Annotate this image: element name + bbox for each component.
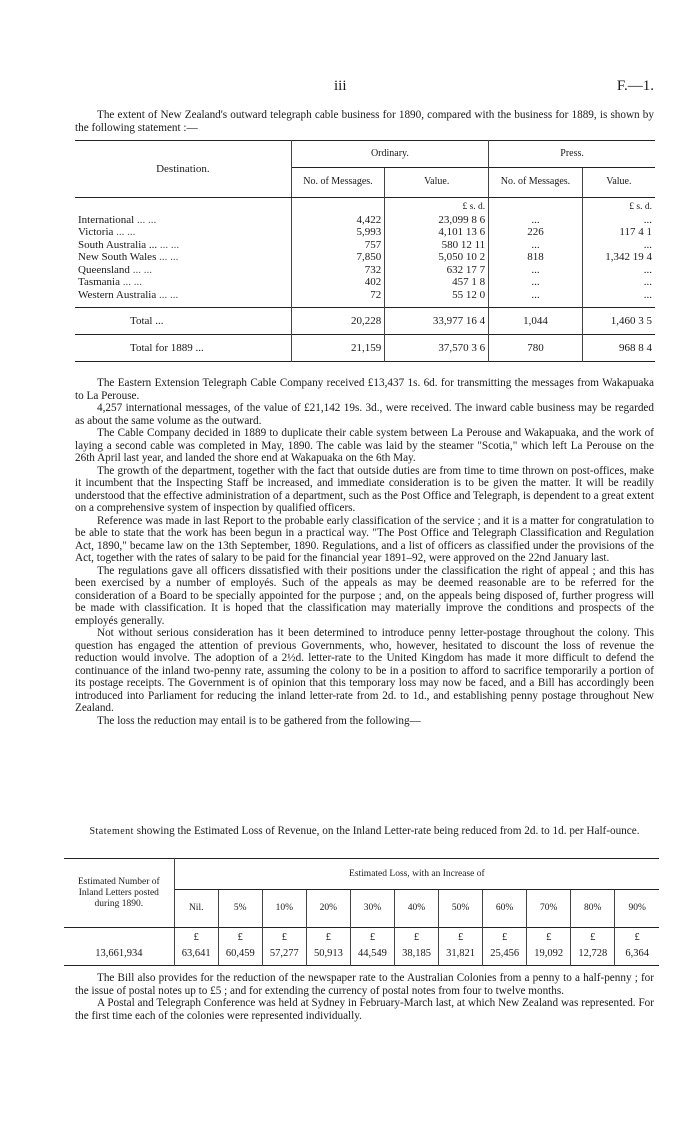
ordinary-messages-cell: 4,422 <box>291 214 385 227</box>
currency-symbol: £ <box>174 928 218 945</box>
intro-paragraph: The extent of New Zealand's outward telegraph cable business for 1890, compared with the business for 1889, is shown by the following statement :— <box>75 109 654 134</box>
currency-symbol: £ <box>350 928 394 945</box>
ordinary-lsd-label: £ s. d. <box>385 198 489 214</box>
press-value-cell: ... <box>582 214 655 227</box>
paragraph: The loss the reduction may entail is to be gathered from the following— <box>97 714 421 727</box>
ordinary-value-cell: 580 12 11 <box>385 239 489 252</box>
loss-value: 60,459 <box>218 945 262 966</box>
currency-symbol: £ <box>615 928 659 945</box>
press-value-cell: ... <box>582 276 655 289</box>
dest-cell: South Australia ... ... ... <box>78 238 180 251</box>
table-row <box>75 264 655 277</box>
paragraph: The growth of the department, together with the fact that outside duties are from time to time thrown on post-offices, make it incumbent that the Inspecting Staff be increased, and immediate consideration is to be given the matter. It will be readily understood that the effective administration of a department, such as the Post Office and Telegraph, is dependent to a great extent on a comprehensive system of inspection by qualified officers. <box>75 464 654 514</box>
paragraph: The Eastern Extension Telegraph Cable Company received £13,437 1s. 6d. for transmitting the messages from Wakapuaka to La Perouse. <box>75 377 654 402</box>
total-ord-value: 33,977 16 4 <box>385 308 489 335</box>
table-row <box>75 226 655 239</box>
total-1889-press-messages: 780 <box>489 335 583 362</box>
press-messages-cell: 818 <box>489 251 583 264</box>
press-value-cell: ... <box>582 264 655 277</box>
ordinary-messages-cell: 757 <box>291 239 385 252</box>
total-press-messages: 1,044 <box>489 308 583 335</box>
ordinary-messages-cell: 732 <box>291 264 385 277</box>
increase-header: 90% <box>615 890 659 928</box>
currency-symbol: £ <box>306 928 350 945</box>
press-header: Press. <box>489 141 655 168</box>
increase-header: 5% <box>218 890 262 928</box>
increase-header: 80% <box>571 890 615 928</box>
total-press-value: 1,460 3 5 <box>582 308 655 335</box>
loss-header: Estimated Loss, with an Increase of <box>174 859 659 890</box>
document-reference: F.—1. <box>616 78 654 94</box>
loss-value: 57,277 <box>262 945 306 966</box>
leader-dots: ... ... <box>157 238 180 251</box>
dest-cell: Victoria ... ... <box>78 226 136 238</box>
currency-symbol: £ <box>218 928 262 945</box>
press-messages-header: No. of Messages. <box>489 168 583 198</box>
dest-cell: International ... ... <box>78 213 157 226</box>
table-row <box>75 239 655 252</box>
ordinary-messages-cell: 7,850 <box>291 251 385 264</box>
press-messages-cell: 226 <box>489 226 583 239</box>
letters-header: Estimated Number of Inland Letters posted during 1890. <box>64 859 174 928</box>
leader-dots: ... ... <box>113 226 136 238</box>
press-value-header: Value. <box>582 168 655 198</box>
ordinary-value-cell: 23,099 8 6 <box>385 214 489 227</box>
increase-header: 50% <box>439 890 483 928</box>
currency-symbol: £ <box>571 928 615 945</box>
currency-symbol: £ <box>483 928 527 945</box>
press-messages-cell: ... <box>489 276 583 289</box>
dest-cell: Queensland ... ... <box>78 263 152 276</box>
ordinary-messages-cell: 72 <box>291 289 385 308</box>
table-row <box>75 289 655 308</box>
increase-header: 10% <box>262 890 306 928</box>
loss-value: 19,092 <box>527 945 571 966</box>
ordinary-messages-cell: 402 <box>291 276 385 289</box>
loss-value: 25,456 <box>483 945 527 966</box>
leader-dots: ... ... <box>120 276 142 288</box>
press-value-cell: ... <box>582 289 655 308</box>
cable-business-table <box>75 140 655 362</box>
paragraph: Not without serious consideration has it been determined to introduce penny letter-postage throughout the colony. This question has engaged the attention of previous Governments, who, however, hesitated to discount the loss of revenue the reduction would involve. The adoption of a 2½d. letter-rate to the United Kingdom has made it more difficult to defend the continuance of the inland two-penny rate, assuming the colony to be in a position to afford to sacrifice temporarily a portion of its postage receipts. The Government is of opinion that this temporary loss may now be faced, and a Bill has accordingly been introduced into Parliament for reducing the inland letter-rate from 2d. to 1d., and establishing penny postage throughout New Zealand. <box>75 627 654 714</box>
ordinary-value-header: Value. <box>385 168 489 198</box>
leader-dots: ... ... <box>156 288 179 301</box>
increase-header: 70% <box>527 890 571 928</box>
statement-title-text: showing the Estimated Loss of Revenue, on the Inland Letter-rate being reduced from 2d. to 1d. per Half-ounce. <box>136 825 640 837</box>
loss-value: 38,185 <box>394 945 438 966</box>
body-text <box>75 377 654 727</box>
loss-value: 50,913 <box>306 945 350 966</box>
total-1889-ord-messages: 21,159 <box>291 335 385 362</box>
dest-cell: New South Wales ... ... <box>78 251 179 263</box>
currency-symbol: £ <box>262 928 306 945</box>
ordinary-value-cell: 4,101 13 6 <box>385 226 489 239</box>
dest-cell: Tasmania ... ... <box>78 276 142 288</box>
increase-header: Nil. <box>174 890 218 928</box>
press-messages-cell: ... <box>489 264 583 277</box>
increase-header: 60% <box>483 890 527 928</box>
paragraph: The Bill also provides for the reduction of the newspaper rate to the Australian Colonies from a penny to a half-penny ; for the issue of postal notes up to £5 ; and for extending the currency of postal notes from four to twelve months. <box>75 972 654 997</box>
currency-symbol: £ <box>394 928 438 945</box>
press-value-cell: 1,342 19 4 <box>582 251 655 264</box>
loss-value: 63,641 <box>174 945 218 966</box>
loss-value: 6,364 <box>615 945 659 966</box>
loss-value: 12,728 <box>571 945 615 966</box>
total-1889-press-value: 968 8 4 <box>582 335 655 362</box>
ordinary-messages-header: No. of Messages. <box>291 168 385 198</box>
ordinary-value-cell: 632 17 7 <box>385 264 489 277</box>
revenue-loss-table <box>64 858 659 966</box>
press-messages-cell: ... <box>489 214 583 227</box>
letters-count: 13,661,934 <box>95 948 143 960</box>
total-1889-ord-value: 37,570 3 6 <box>385 335 489 362</box>
paragraph: The Cable Company decided in 1889 to duplicate their cable system between La Perouse and Wakapuaka, and the work of laying a second cable was completed in May, 1890. The cable was laid by the steamer "Scotia," which left La Perouse on the 26th April last year, and landed the shore end at Wakapuaka on the 6th May. <box>75 427 654 464</box>
table-row <box>75 276 655 289</box>
spacer-cell <box>64 928 174 945</box>
paragraph: 4,257 international messages, of the value of £21,142 19s. 3d., were received. The inward cable business may be regarded as about the same volume as the outward. <box>75 402 654 427</box>
paragraph: A Postal and Telegraph Conference was held at Sydney in February-March last, at which New Zealand was represented. For the first time each of the colonies were represented individually. <box>75 997 654 1022</box>
currency-symbol: £ <box>439 928 483 945</box>
total-1889-label: Total for 1889 ... <box>130 341 204 354</box>
press-messages-cell: ... <box>489 239 583 252</box>
paragraph: Reference was made in last Report to the probable early classification of the service ; and it is a matter for congratulation to be able to state that the work has been begun in a practical way. "The Post Office and Telegraph Classification and Regulation Act, 1890," became law on the 13th September, 1890. Regulations, and a list of officers as classified under the provisions of the Act, together with the rates of salary to be paid for the financial year 1891–92, were approved on the 22nd January last. <box>75 514 654 564</box>
ordinary-value-cell: 5,050 10 2 <box>385 251 489 264</box>
table-row <box>75 214 655 227</box>
total-ord-messages: 20,228 <box>291 308 385 335</box>
destination-header: Destination. <box>75 141 291 198</box>
loss-value: 44,549 <box>350 945 394 966</box>
leader-dots: ... ... <box>156 251 179 263</box>
paragraph: The regulations gave all officers dissatisfied with their positions under the classification the right of appeal ; and this has been exercised by a number of employés. Such of the appeals as may be deemed reasonable are to be referred for the consideration of a Board to be specially appointed for the purpose ; and, on the appeals being disposed of, further progress will be made with classification. It is hoped that the classification may materially improve the conditions and prospects of the employés generally. <box>75 564 654 627</box>
increase-header: 30% <box>350 890 394 928</box>
page-number: iii <box>334 78 347 94</box>
leader-dots: ... ... <box>129 263 152 276</box>
total-label: Total ... <box>130 314 164 327</box>
ordinary-value-cell: 457 1 8 <box>385 276 489 289</box>
ordinary-header: Ordinary. <box>291 141 488 168</box>
press-lsd-label: £ s. d. <box>582 198 655 214</box>
ordinary-messages-cell: 5,993 <box>291 226 385 239</box>
currency-symbol: £ <box>527 928 571 945</box>
increase-header: 40% <box>394 890 438 928</box>
statement-title <box>75 825 654 839</box>
loss-value: 31,821 <box>439 945 483 966</box>
dest-cell: Western Australia ... ... <box>78 288 179 301</box>
press-value-cell: ... <box>582 239 655 252</box>
press-value-cell: 117 4 1 <box>582 226 655 239</box>
press-messages-cell: ... <box>489 289 583 308</box>
table-row <box>75 251 655 264</box>
ordinary-value-cell: 55 12 0 <box>385 289 489 308</box>
statement-title-prefix: Statement <box>89 826 134 837</box>
leader-dots: ... ... <box>134 213 157 226</box>
closing-text <box>75 972 654 1022</box>
increase-header: 20% <box>306 890 350 928</box>
